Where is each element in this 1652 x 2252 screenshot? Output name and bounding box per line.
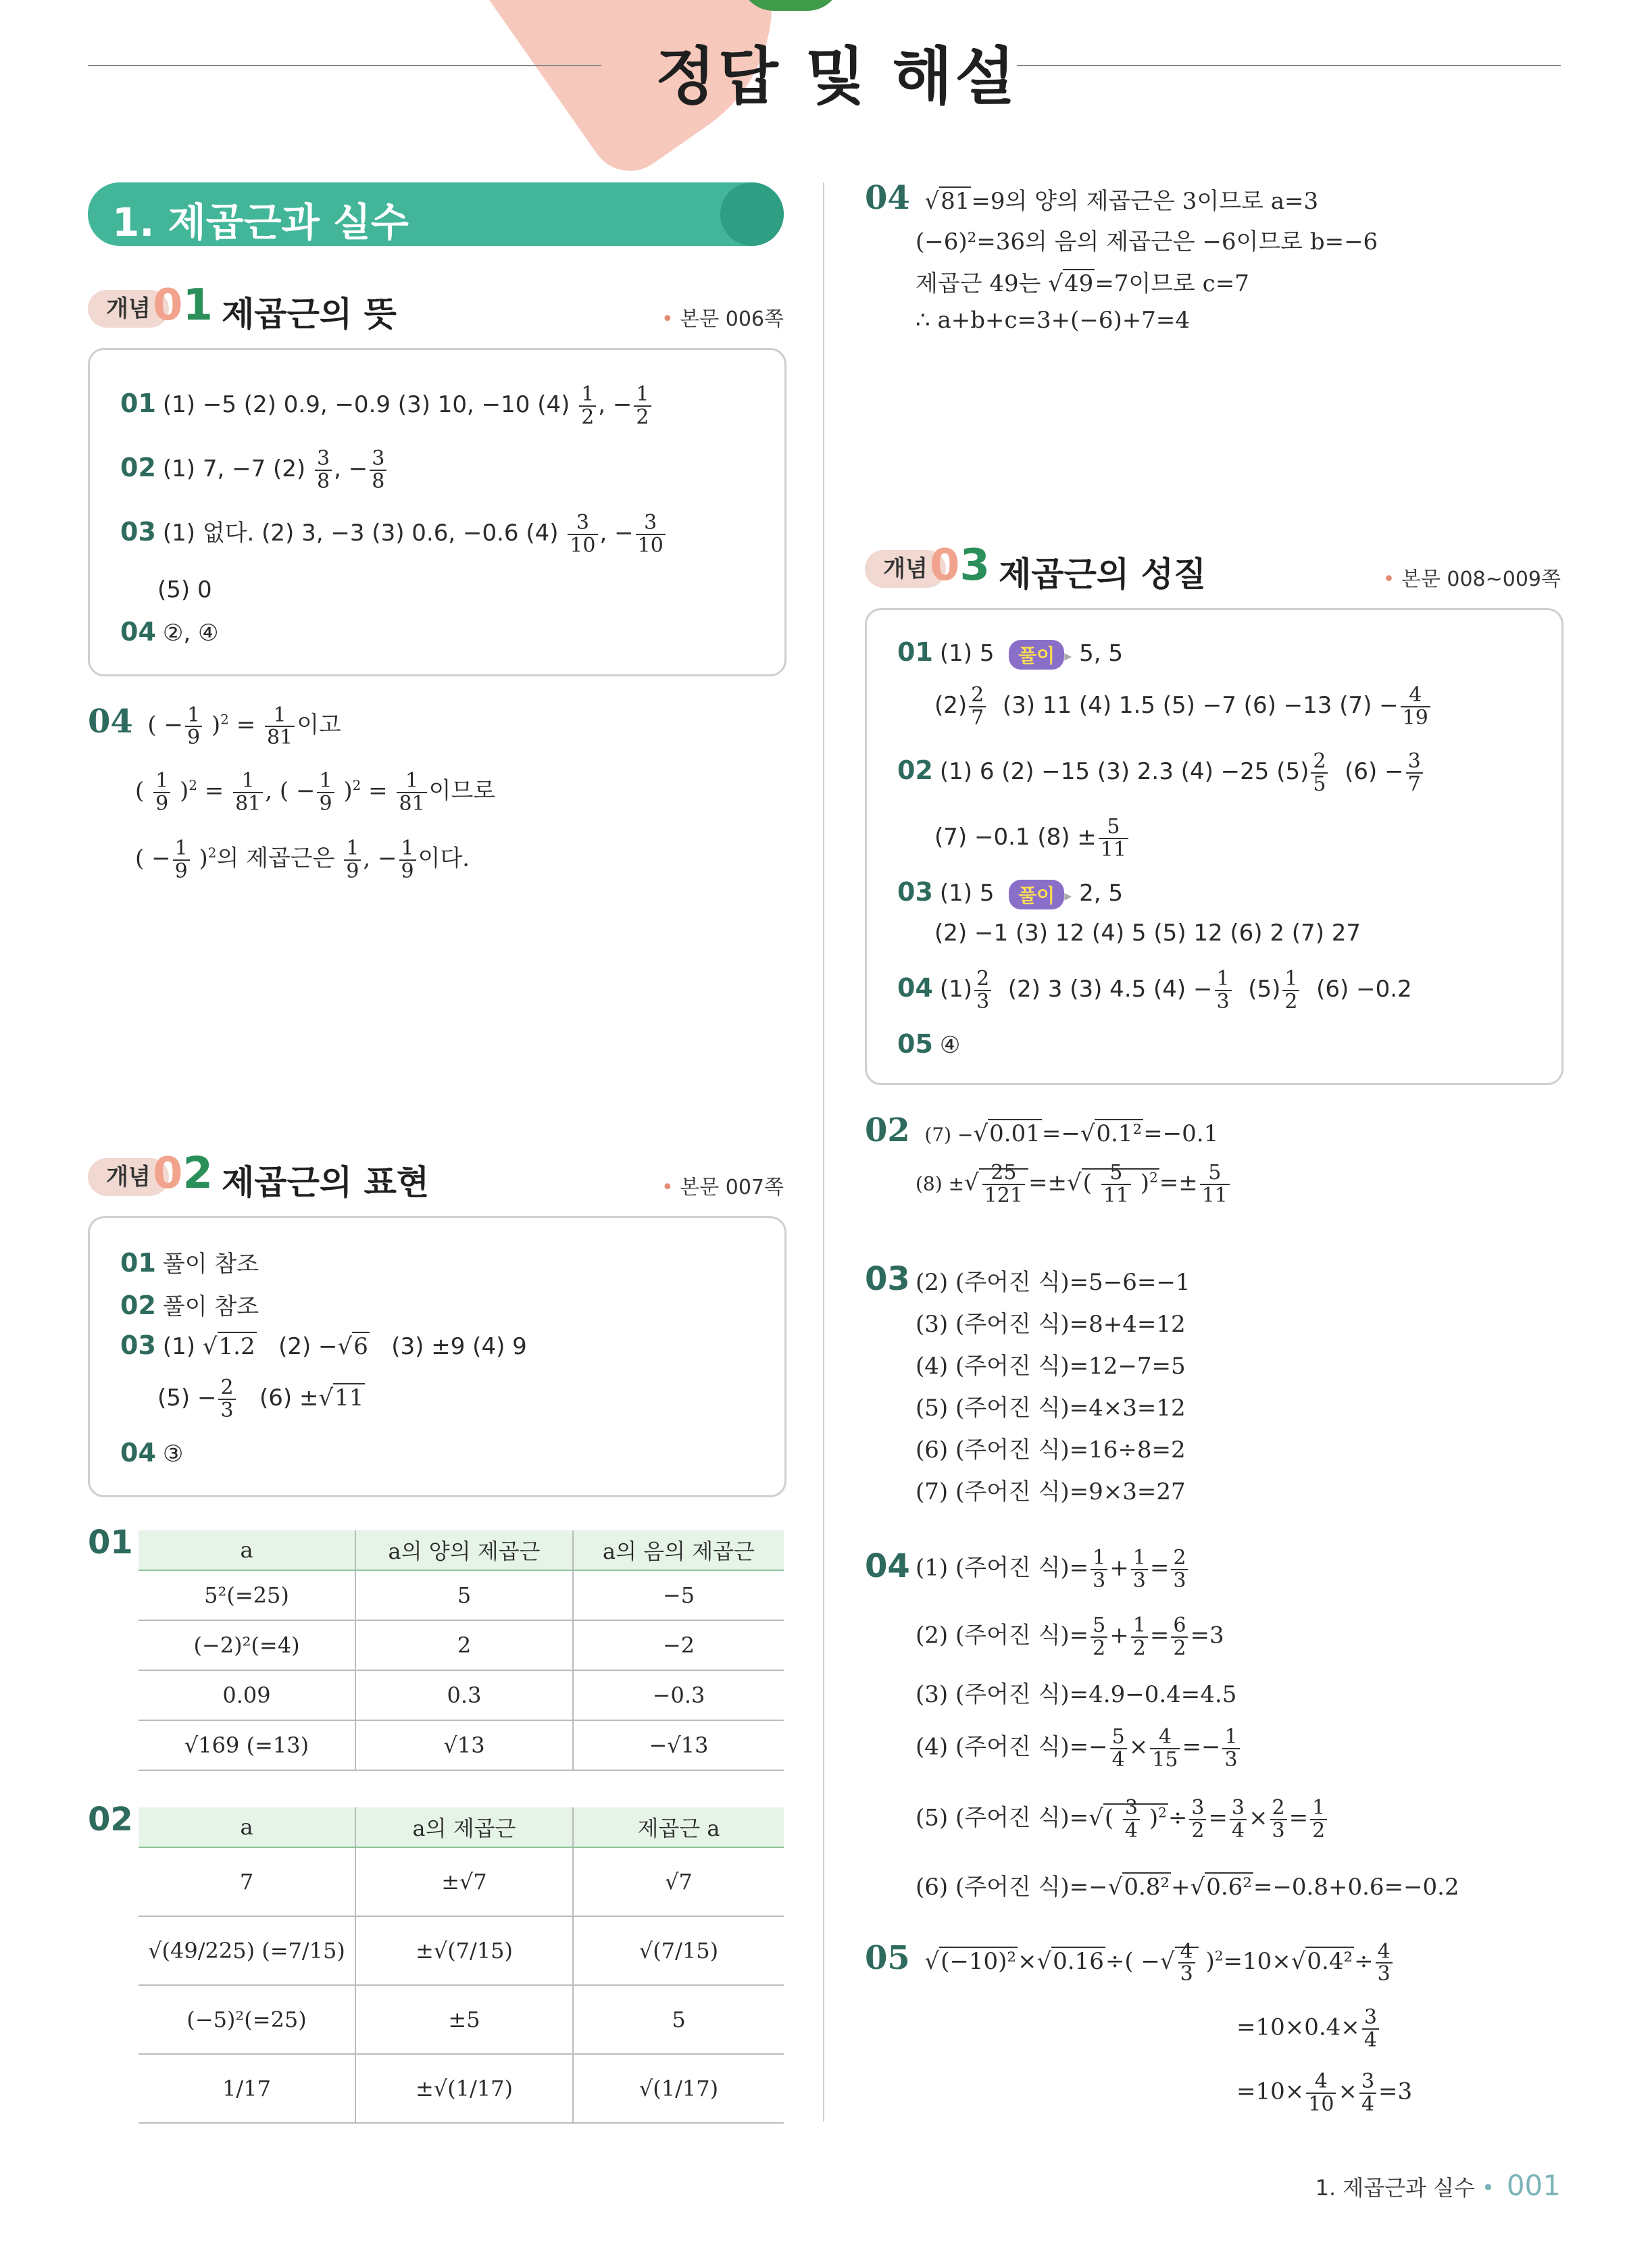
solution-03-line: (7) (주어진 식)=9×3=27 (916, 1478, 1186, 1505)
answer-line: 04 ②, ④ (120, 617, 219, 647)
table-row (139, 1847, 784, 1916)
solution-03-number: 03 (865, 1260, 910, 1298)
table-cell: ±√7 (355, 1847, 573, 1916)
table-header: a (139, 1807, 355, 1847)
table-cell: 5 (355, 1570, 573, 1620)
table-header: 제곱근 a (573, 1807, 784, 1847)
table-cell: −2 (573, 1620, 784, 1670)
answer-line: 02 풀이 참조 (120, 1291, 259, 1320)
page-footer: 1. 제곱근과 실수 • 001 (1315, 2169, 1561, 2202)
table-row (139, 1916, 784, 1985)
table-row (139, 2054, 784, 2123)
concept-page-ref: • 본문 007쪽 (661, 1176, 784, 1199)
table-cell: 0.09 (139, 1670, 355, 1720)
answer-line: (2) $\frac{2}{7}$ (3) 11 (4) 1.5 (5) −7 (6) −13 (7) − $\frac{4}{19}$ (934, 684, 1432, 728)
solution-04-line3: ( − $\frac{1}{9}$ )$^2$의 제곱근은 $\frac{1}{9}$ , − $\frac{1}{9}$ 이다. (135, 836, 470, 883)
table-cell: ±5 (355, 1985, 573, 2054)
concept-number: 01 (153, 280, 214, 330)
solution-03-line: (3) (주어진 식)=8+4=12 (916, 1311, 1186, 1338)
answer-line: 01 (1) −5 (2) 0.9, −0.9 (3) 10, −10 (4) $\frac{1}{2}$ , − $\frac{1}{2}$ (120, 384, 653, 428)
solution-04b-line4: (4) (주어진 식)=− $\frac{5}{4}$ × $\frac{4}{15}$ =− $\frac{1}{3}$ (916, 1726, 1242, 1770)
answer-line: 03 (1) 5 풀이 ▸ 2, 5 (897, 877, 1123, 909)
concept-number: 03 (930, 541, 991, 591)
table-cell: ±√(7/15) (355, 1916, 573, 1985)
table-cell: −5 (573, 1570, 784, 1620)
solution-05-line1: 05 √(−10)²×√0.16÷( −√ $\frac{4}{3}$ )$^2$=10×√0.4²÷ $\frac{4}{3}$ (865, 1939, 1395, 1985)
concept-title: 제곱근의 성질 (999, 555, 1207, 594)
answer-line: 04 (1) $\frac{2}{3}$ (2) 3 (3) 4.5 (4) − $\frac{1}{3}$ (5) $\frac{1}{2}$ (6) −0.2 (897, 967, 1412, 1014)
answer-line: 01 풀이 참조 (120, 1248, 259, 1278)
table-header: a의 음의 제곱근 (573, 1530, 784, 1570)
answer-line: 04 ③ (120, 1438, 184, 1468)
solution-03-line: (6) (주어진 식)=16÷8=2 (916, 1436, 1186, 1463)
solution-04-line2: ( $\frac{1}{9}$ )$^2$ = $\frac{1}{81}$ , ( − $\frac{1}{9}$ )$^2$ = $\frac{1}{81}$ 이므로 (135, 769, 496, 816)
page-number: 001 (1506, 2169, 1561, 2202)
concept-page-ref: • 본문 008~009쪽 (1382, 568, 1561, 591)
concept-number: 02 (153, 1149, 214, 1199)
table-cell: √7 (573, 1847, 784, 1916)
answer-line: 02 (1) 6 (2) −15 (3) 2.3 (4) −25 (5) $\frac{2}{5}$ (6) − $\frac{3}{7}$ (897, 751, 1425, 795)
table-cell: (−5)²(=25) (139, 1985, 355, 2054)
answer-line: 03 (1) 없다. (2) 3, −3 (3) 0.6, −0.6 (4) $\frac{3}{10}$ , − $\frac{3}{10}$ (120, 512, 668, 556)
solution-04b-line2: (2) (주어진 식)= $\frac{5}{2}$ + $\frac{1}{2}$ = $\frac{6}{2}$ =3 (916, 1613, 1224, 1660)
solution-02-line1: 02 (7) −√0.01=−√0.1²=−0.1 (865, 1111, 1219, 1149)
solution-04-line1: 04 ( − $\frac{1}{9}$ )$^2$ = $\frac{1}{81}$ 이고 (88, 703, 341, 749)
concept-title: 제곱근의 표현 (222, 1163, 430, 1202)
table-cell: 5²(=25) (139, 1570, 355, 1620)
solution-03-line: (5) (주어진 식)=4×3=12 (916, 1395, 1186, 1422)
table-cell: √13 (355, 1720, 573, 1770)
table-cell: 2 (355, 1620, 573, 1670)
concept-badge: 개념 (88, 1158, 169, 1196)
table-row (139, 1620, 784, 1670)
table-header: a의 제곱근 (355, 1807, 573, 1847)
answer-line: 05 ④ (897, 1029, 961, 1059)
concept-02-heading (88, 1149, 784, 1203)
table-cell: −0.3 (573, 1670, 784, 1720)
table-cell: √(1/17) (573, 2054, 784, 2123)
solution-04b-line6: (6) (주어진 식)=−√0.8²+√0.6²=−0.8+0.6=−0.2 (916, 1874, 1459, 1901)
solution-04b-number: 04 (865, 1547, 910, 1585)
table-row (139, 1570, 784, 1620)
table-01 (139, 1530, 784, 1771)
solution-right-04-line1: 04 √81=9의 양의 제곱근은 3이므로 a=3 (865, 179, 1319, 217)
table-cell: (−2)²(=4) (139, 1620, 355, 1670)
table-02-number: 02 (88, 1801, 133, 1838)
table-cell: √169 (=13) (139, 1720, 355, 1770)
concept-badge: 개념 (88, 290, 169, 328)
table-cell: −√13 (573, 1720, 784, 1770)
table-row (139, 1670, 784, 1720)
solution-right-04-line3: 제곱근 49는 √49=7이므로 c=7 (916, 270, 1249, 297)
header-rule-left (88, 65, 601, 66)
concept-page-ref: • 본문 006쪽 (661, 307, 784, 331)
solution-04b-line3: (3) (주어진 식)=4.9−0.4=4.5 (916, 1681, 1237, 1708)
table-02 (139, 1807, 784, 2124)
answer-line: 02 (1) 7, −7 (2) $\frac{3}{8}$ , − $\frac{3}{8}$ (120, 448, 389, 492)
answer-box-concept-03 (865, 608, 1563, 1085)
table-cell: 0.3 (355, 1670, 573, 1720)
header-rule-right (1017, 65, 1561, 66)
table-cell: 1/17 (139, 2054, 355, 2123)
solution-02-line2: (8) ±√ $\frac{25}{121}$ =±√( $\frac{5}{11}$ )$^2$=± $\frac{5}{11}$ (916, 1162, 1232, 1206)
solution-03-line: (2) (주어진 식)=5−6=−1 (916, 1269, 1191, 1296)
table-row (139, 1985, 784, 2054)
footer-chapter: 1. 제곱근과 실수 (1315, 2175, 1475, 2201)
table-cell: √(49/225) (=7/15) (139, 1916, 355, 1985)
table-header: a (139, 1530, 355, 1570)
concept-03-heading (865, 541, 1561, 595)
table-cell: 7 (139, 1847, 355, 1916)
solution-05-line2: =10×0.4× $\frac{3}{4}$ (1236, 2007, 1381, 2051)
answer-line: (2) −1 (3) 12 (4) 5 (5) 12 (6) 2 (7) 27 (934, 920, 1361, 947)
answer-line: (5) − $\frac{2}{3}$ (6) ±√11 (157, 1376, 364, 1422)
answer-line: 03 (1) √1.2 (2) −√6 (3) ±9 (4) 9 (120, 1330, 527, 1360)
solution-right-04-line4: ∴ a+b+c=3+(−6)+7=4 (916, 307, 1190, 334)
page-title: 정답 및 해설 (655, 41, 1018, 113)
answer-line: (5) 0 (157, 576, 212, 603)
table-01-number: 01 (88, 1524, 133, 1561)
solution-right-04-line2: (−6)²=36의 음의 제곱근은 −6이므로 b=−6 (916, 228, 1378, 255)
column-divider (823, 182, 824, 2122)
answer-box-concept-01 (88, 348, 786, 676)
answer-box-concept-02 (88, 1216, 786, 1497)
table-header: a의 양의 제곱근 (355, 1530, 573, 1570)
answer-line: (7) −0.1 (8) ± $\frac{5}{11}$ (934, 816, 1130, 860)
solution-04b-line1: (1) (주어진 식)= $\frac{1}{3}$ + $\frac{1}{3}$ = $\frac{2}{3}$ (916, 1547, 1190, 1591)
chapter-banner (88, 182, 784, 246)
table-cell: 5 (573, 1985, 784, 2054)
chapter-title: 1. 제곱근과 실수 (112, 199, 409, 245)
solution-04b-line5: (5) (주어진 식)=√( $\frac{3}{4}$ )$^2$÷ $\frac{3}{2}$ = $\frac{3}{4}$ × $\frac{2}{3}$ = $\frac{1}{2}$ (916, 1797, 1329, 1841)
table-cell: ±√(1/17) (355, 2054, 573, 2123)
concept-01-heading (88, 280, 784, 334)
solution-03-line: (4) (주어진 식)=12−7=5 (916, 1353, 1186, 1380)
table-row (139, 1720, 784, 1770)
concept-title: 제곱근의 뜻 (222, 295, 397, 334)
table-cell: √(7/15) (573, 1916, 784, 1985)
answer-line: 01 (1) 5 풀이 ▸ 5, 5 (897, 637, 1123, 670)
solution-05-line3: =10× $\frac{4}{10}$ × $\frac{3}{4}$ =3 (1236, 2070, 1413, 2116)
concept-badge: 개념 (865, 550, 946, 588)
